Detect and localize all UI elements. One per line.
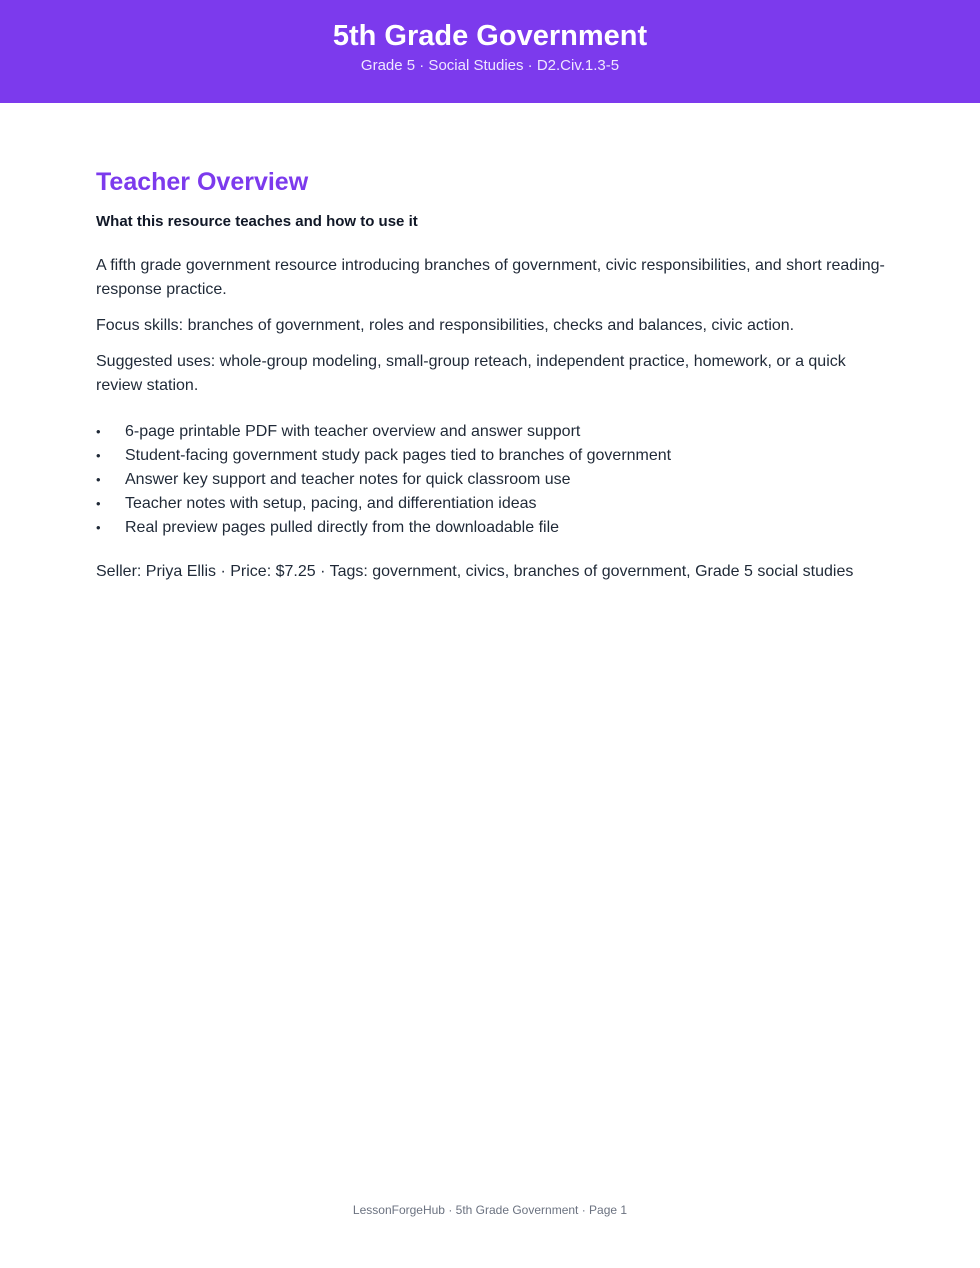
- list-item: [96, 492, 896, 516]
- description-paragraph: A fifth grade government resource introducing branches of government, civic responsibilities, and short reading-response practice.: [96, 257, 885, 298]
- list-item-text: 6-page printable PDF with teacher overview and answer support: [125, 423, 581, 440]
- list-item-text: Real preview pages pulled directly from the downloadable file: [125, 519, 560, 536]
- bullet-icon: •: [96, 448, 101, 463]
- list-item-text: Student-facing government study pack pages tied to branches of government: [125, 447, 672, 464]
- bullet-icon: •: [96, 520, 101, 535]
- document-title: 5th Grade Government: [332, 20, 648, 52]
- document-subtitle: Grade 5 · Social Studies · D2.Civ.1.3-5: [360, 57, 620, 74]
- bullet-icon: •: [96, 424, 101, 439]
- suggested-uses-paragraph: Suggested uses: whole-group modeling, small-group reteach, independent practice, homework, or a quick review station.: [96, 353, 846, 394]
- list-item-text: Answer key support and teacher notes for quick classroom use: [125, 471, 571, 488]
- main-content: [96, 166, 896, 584]
- seller-meta: Seller: Priya Ellis · Price: $7.25 · Tags: government, civics, branches of government, Grade 5 social studies: [96, 563, 854, 580]
- list-item: [96, 420, 896, 444]
- section-subtitle: What this resource teaches and how to use it: [96, 213, 418, 230]
- focus-skills-paragraph: Focus skills: branches of government, roles and responsibilities, checks and balances, civic action.: [96, 317, 795, 334]
- feature-list: [96, 420, 896, 540]
- header-banner: [0, 0, 980, 103]
- bullet-icon: •: [96, 496, 101, 511]
- list-item-text: Teacher notes with setup, pacing, and differentiation ideas: [125, 495, 537, 512]
- bullet-icon: •: [96, 472, 101, 487]
- list-item: [96, 516, 896, 540]
- list-item: [96, 468, 896, 492]
- section-title: Teacher Overview: [96, 168, 309, 196]
- list-item: [96, 444, 896, 468]
- page-footer: LessonForgeHub · 5th Grade Government · Page 1: [352, 1203, 628, 1217]
